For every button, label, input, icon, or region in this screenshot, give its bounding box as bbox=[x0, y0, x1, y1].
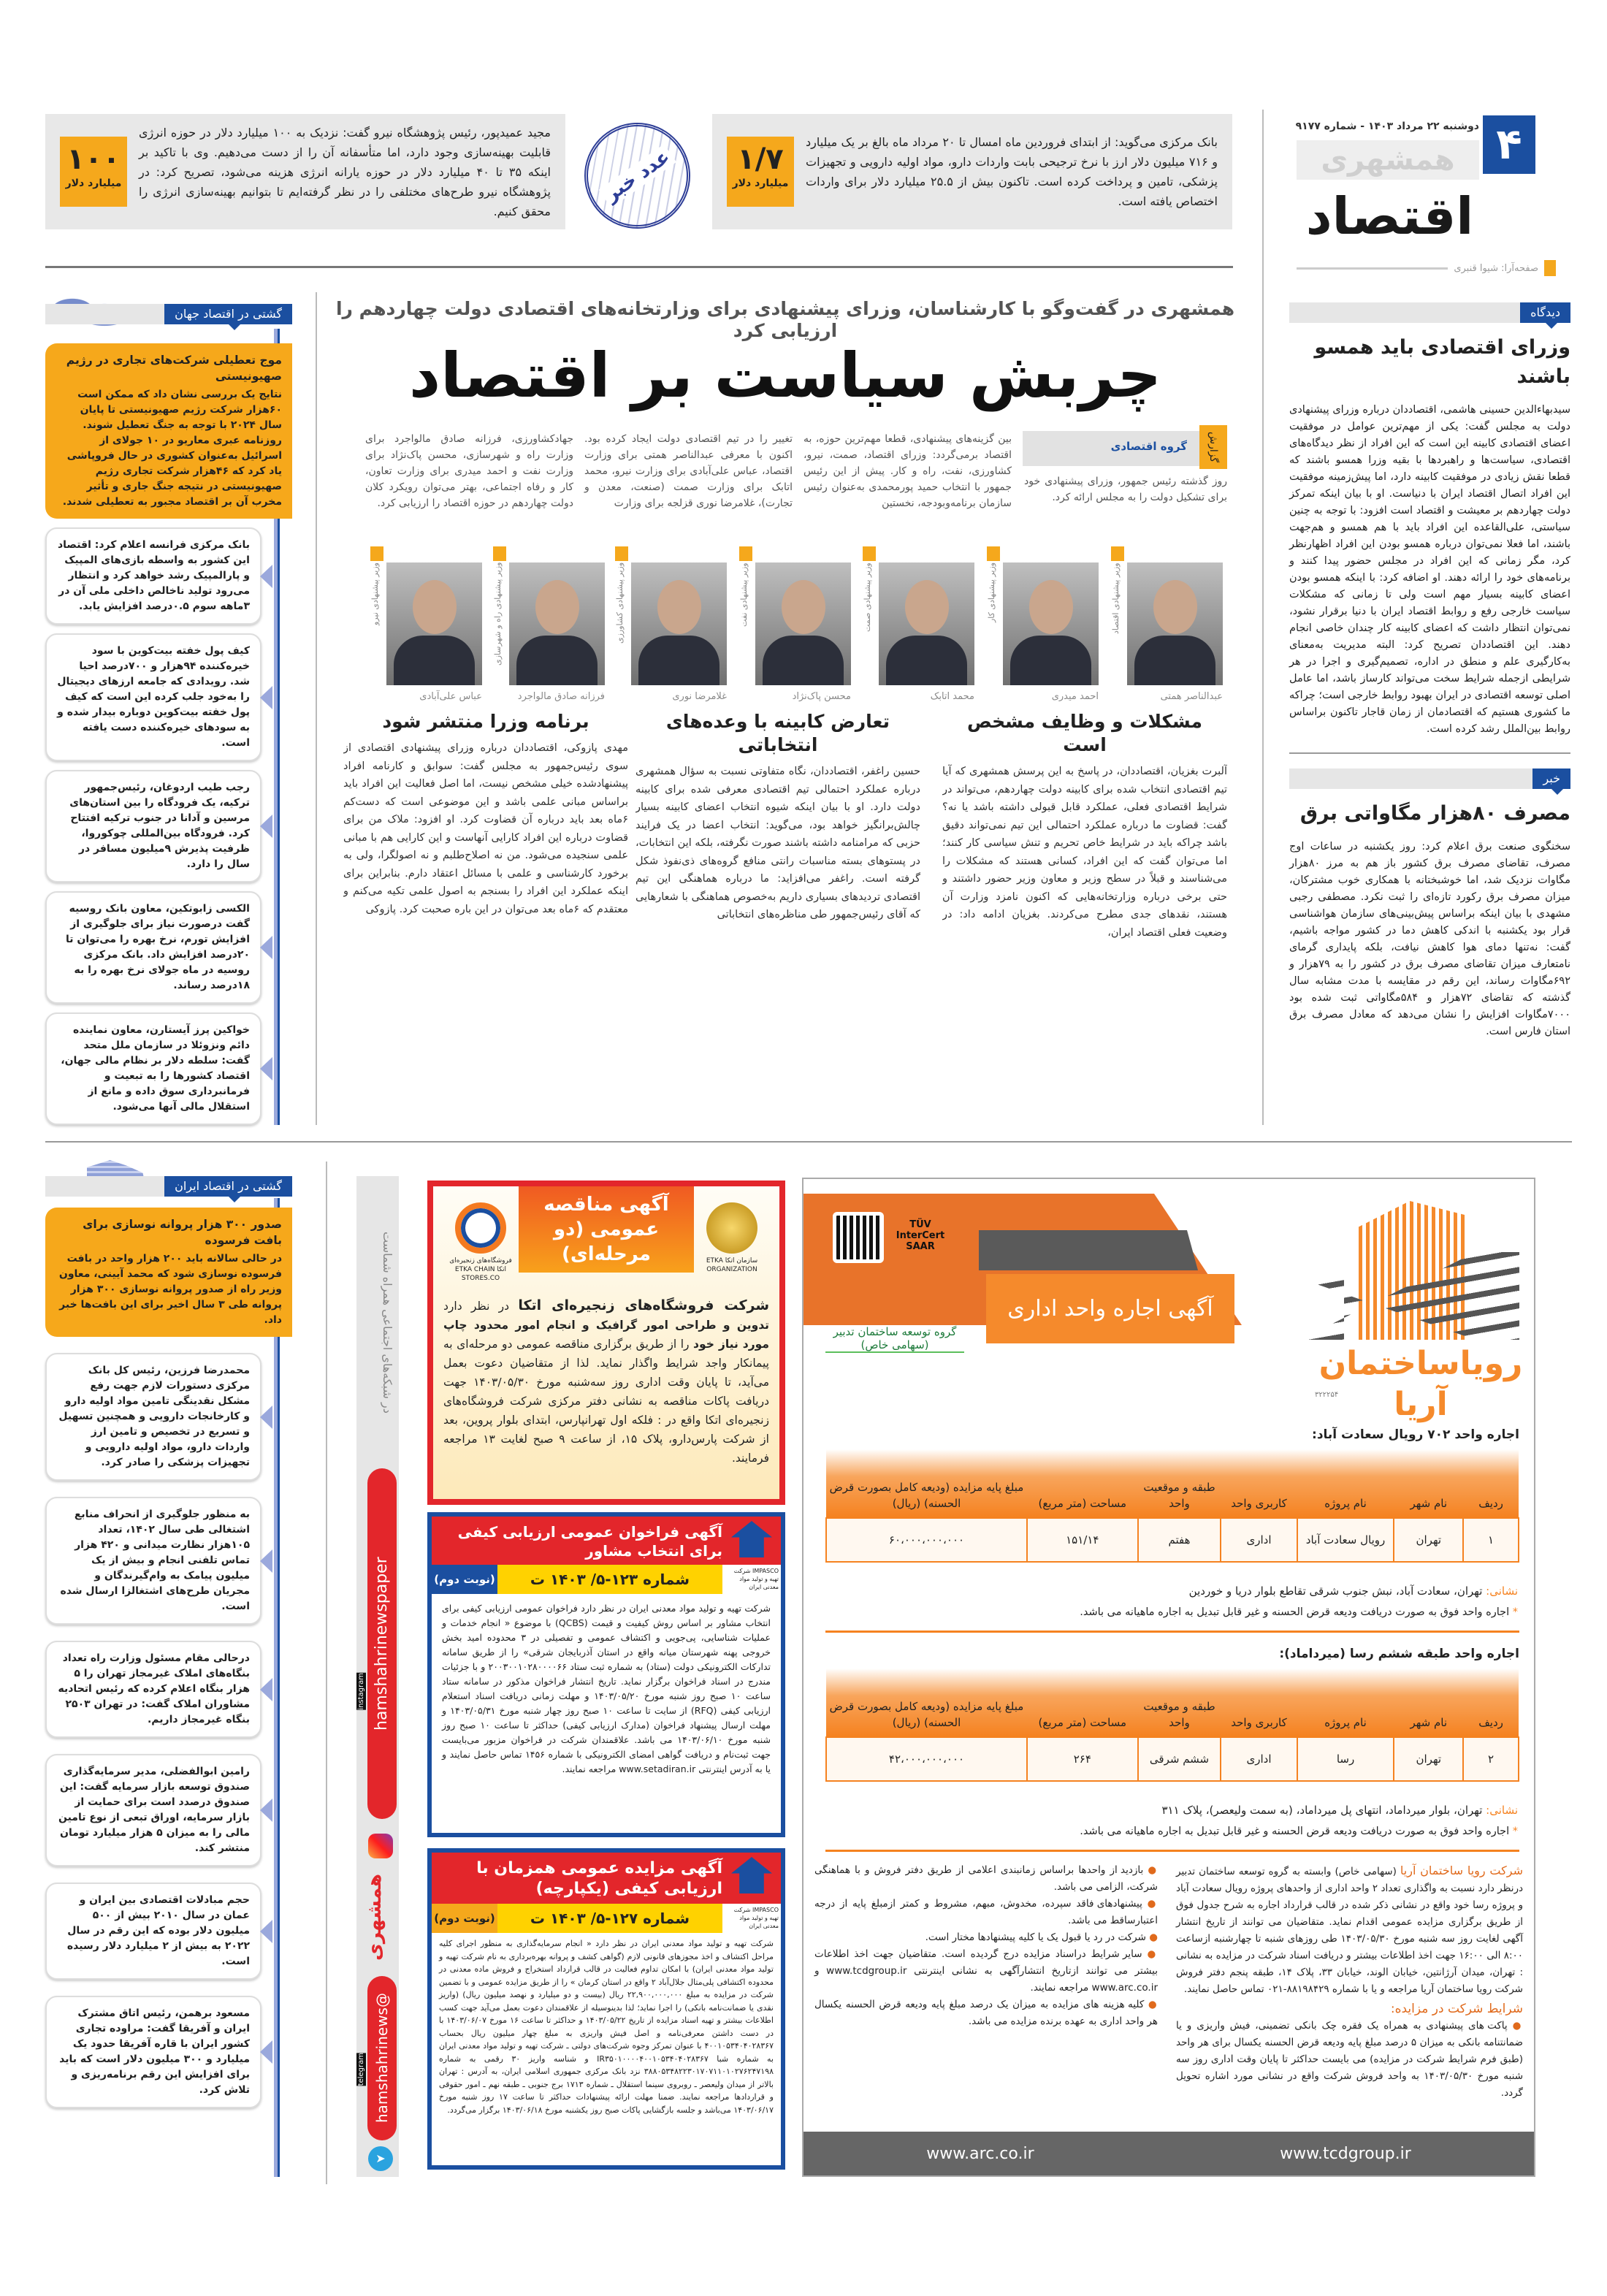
bullet-icon: ● bbox=[1144, 1999, 1158, 2010]
suit bbox=[394, 636, 475, 685]
lead-title: موج تعطیلی شرکت‌های تجاری در رژیم صهیونیستی bbox=[66, 354, 282, 383]
face bbox=[657, 580, 701, 634]
pointer-arrow-icon bbox=[260, 1406, 272, 1429]
right-column bbox=[1289, 302, 1570, 1040]
news-brief-card bbox=[45, 633, 262, 761]
intro-col: جهادکشاورزی، فرزانه صادق مالواجرد برای وزارت راه و شهرسازی، محسن پاک‌نژاد برای وزارت نفت و احمد میدری برای وزارت تعاون، کار و رفاه اجتماعی، بهتر می‌توان رویکرد کلان دولت چهاردهم در حوزه اقتصاد را ارزیابی کرد. bbox=[365, 433, 573, 509]
ad-body bbox=[433, 1293, 779, 1475]
issue-date: دوشنبه ۲۲ مرداد ۱۴۰۳ - شماره ۹۱۷۷ bbox=[1295, 121, 1479, 132]
accent-tab bbox=[987, 546, 1000, 561]
view-header bbox=[1289, 302, 1570, 323]
table-cell: رویال سعادت آباد bbox=[1297, 1518, 1394, 1562]
ad-number-bar bbox=[432, 1565, 781, 1594]
condition-text: پیشنهادهای فاقد سپرده، مخدوش، مبهم، مشروط و کمتر ازمبلغ پایه از درجه اعتبارساقط می باشد. bbox=[814, 1898, 1158, 1926]
condition-item bbox=[814, 1862, 1158, 1896]
ad-body-left bbox=[814, 1862, 1158, 2030]
minister-name: عبدالناصر همتی bbox=[1160, 691, 1223, 702]
column-header: مبلغ پایه مزایده (ودیعه کامل بصورت قرض الحسنه) (ریال) bbox=[826, 1668, 1027, 1737]
section-label: گشتی در اقتصاد ایران bbox=[164, 1176, 292, 1197]
table-cell: رسا bbox=[1297, 1737, 1394, 1781]
etka-tender-ad bbox=[427, 1181, 785, 1505]
ad-title: آگهی مزایده عمومی همزمان با ارزیابی کیفی (یکپارچه) bbox=[432, 1853, 781, 1904]
minister-photo bbox=[755, 562, 851, 685]
news-brief: کیف پول خفته بیت‌کوین با سود خیره‌کننده ۹۴هزار و ۷۰۰درصد احیا شد. رویدادی که جامعه ارزهای دیجیتال را به‌خود جلب کرده این است که کیف پول خفته بیت‌کوین دوباره بیدار شده و به سودهای خیره‌کننده دست یافته است. bbox=[57, 645, 250, 749]
news-brief-card bbox=[45, 1641, 262, 1738]
social-caption: در شبکه‌های اجتماعی همراه شماست bbox=[381, 1231, 394, 1414]
stat-number: ۱/۷ bbox=[737, 142, 784, 176]
pointer-arrow-icon bbox=[260, 815, 272, 838]
minister-photo bbox=[509, 562, 605, 685]
article-title: مشکلات و وظایف مشخص است bbox=[967, 711, 1202, 755]
brand-name: رویاساختمان آریا bbox=[1318, 1345, 1523, 1423]
condition-item bbox=[1176, 2018, 1523, 2102]
ad-number-bar bbox=[432, 1904, 781, 1933]
table-cell: ۱۵۱/۱۴ bbox=[1027, 1518, 1138, 1562]
stat-box-energy bbox=[45, 114, 565, 229]
stat-figure bbox=[727, 137, 794, 207]
minister-photo bbox=[631, 562, 727, 685]
ad-body: شرکت تهیه و تولید مواد معدنی ایران در نظر دارد « انجام سرمایه‌گذاری به منظور اجرای کلیه مراحل اکتشاف و اخذ مجوزهای قانونی لازم (گواهی کشف و پروانه بهره‌برداری به نام شرکت تهیه و تولید مواد معدنی ایران) با امکان تداوم فعالیت در قالب قرارداد استخراج و فروش ماده معدنی در محدوده اکتشافی پلی‌متال جلال‌آباد ۲ واقع در استان کرمان » را از طریق مزایده عمومی و با تضمین شرکت در مزایده به مبلغ ۲۲,۹۰۰,۰۰۰,۰۰۰ ریال (بیست و دو میلیارد و نهصد میلیون ریال) (واریز نقدی یا ضمانت‌نامه بانکی) را اجرا نماید؛ لذا بدینوسیله از علاقمندان دعوت بعمل می‌آید جهت کسب اطلاعات بیشتر و تهیه اسناد مزایده از تاریخ ۱۴۰۳/۰۵/۲۲ و حداکثر تا ساعت ۱۶ مورخ ۱۴۰۳/۰۶/۰۷ با در دست داشتن معرفی‌نامه و اصل فیش واریزی به مبلغ چهار میلیون ریال بحساب ۴۰۰۱۰۵۳۴۰۴۰۲۸۳۶۷ با عنوان تمرکز وجوه شرکت‌های دولتی ـ شرکت تهیه و تولید مواد معدنی ایران به شماره شبا IR۳۵۰۱۰۰۰۰۴۰۰۱۰۵۳۴۰۴۰۲۸۳۶۷ و شناسه واریز ۳۰ رقمی به شماره ۳۸۸۰۵۳۴۸۲۲۳۰۱۷۰۷۱۱۰۱۰۲۷۶۲۴۷۱۹۸ نزد بانک مرکزی جمهوری اسلامی ایران، به آدرس : تهران بالاتر از میدان ولیعصر ـ روبروی سینما استقلال ـ شماره ۱۷۱۳ برج جنوبی ـ طبقه نهم ـ امور حقوقی و قراردادها مراجعه نمایند. ضمنا مهلت ارائه پیشنهادات حداکثر تا ساعت ۱۷ روز شنبه مورخ ۱۴۰۳/۰۶/۱۷ می‌باشد و جلسه بازگشایی پاکات صبح روز یکشنبه مورخ ۱۴۰۳/۰۶/۱۸ برگزار می‌گردد. bbox=[439, 1939, 774, 2115]
report-tag bbox=[1023, 431, 1227, 466]
news-title: مصرف ۸۰هزار مگاواتی برق bbox=[1299, 802, 1570, 825]
column-header: مساحت (متر مربع) bbox=[1027, 1449, 1138, 1518]
minister-name: فرزانه صادق مالواجرد bbox=[517, 691, 605, 702]
accent-tab bbox=[1111, 546, 1124, 561]
ad-subject: تدوین و طراحی امور گرافیک و انجام امور محدود چاپ مورد نیاز خود bbox=[443, 1319, 769, 1351]
pointer-arrow-icon bbox=[260, 565, 272, 588]
condition-text: پاکت های پیشنهادی به همراه یک فقره چک بانکی تضمینی، فیش واریزی و یا ضمانتنامه بانکی به میزان ۵ درصد مبلغ پایه ودیعه قرض الحسنه یکسال برای هر واحد (طبق فرم شرایط شرکت در مزایده) می بایست حداکثر تا پایان وقت اداری روز سه شنبه مورخ ۱۴۰۳/۰۵/۳۰ به واحد فروش شرکت واقع در نشانی مورد اشاره تحویل گردد. bbox=[1176, 2020, 1524, 2099]
logo-caption: سازمان اتکا ETKA ORGANIZATION bbox=[706, 1257, 758, 1273]
telegram-label: telegram bbox=[357, 2053, 365, 2086]
unit-address bbox=[1161, 1804, 1518, 1817]
table-cell: اداری bbox=[1221, 1737, 1297, 1781]
condition-text: شرکت در رد یا قبول یک یا کلیه پیشنهادها مختار است. bbox=[925, 1931, 1146, 1943]
column-header: نام شهر bbox=[1394, 1668, 1463, 1737]
roya-rental-ad bbox=[802, 1178, 1535, 2177]
accent-tab bbox=[370, 546, 383, 561]
brand-code: ۳۲۲۲۵۴ bbox=[1315, 1391, 1339, 1399]
designer-name: صفحه‌آرا: شیوا قنبری bbox=[1454, 262, 1538, 274]
news-brief-card bbox=[45, 1353, 262, 1481]
ad-title: آگهی فراخوان عمومی ارزیابی کیفی برای انتخاب مشاور bbox=[432, 1517, 781, 1565]
bullet-icon: ● bbox=[1145, 1931, 1158, 1943]
table-cell: اداری bbox=[1221, 1518, 1297, 1562]
designer-credit bbox=[1297, 260, 1556, 276]
bullet-icon: ● bbox=[1142, 1948, 1158, 1960]
qr-code[interactable] bbox=[833, 1212, 884, 1263]
page-number: ۴ bbox=[1483, 115, 1535, 174]
world-lead-item bbox=[45, 343, 292, 519]
face bbox=[905, 580, 949, 634]
news-brief-card bbox=[45, 1883, 262, 1980]
news-brief: محمدرضا فرزین، رئیس کل بانک مرکزی دستورات لازم جهت رفع مشکل نقدینگی تامین مواد اولیه دارو و کارخانجات دارویی و همچنین تسهیل و تسریع در تخصیص و تامین ارز واردات دارو، مواد اولیه دارویی و تجهیزات پزشکی را صادر کرد. bbox=[58, 1365, 250, 1468]
news-brief-card bbox=[45, 1754, 262, 1866]
minister-role: وزیر پیشنهادی نفت bbox=[739, 562, 749, 627]
column-header: طبقه و موقعیت واحد bbox=[1138, 1449, 1221, 1518]
ad-footer bbox=[804, 2132, 1534, 2175]
accent-tab bbox=[493, 546, 506, 561]
minister-role: وزیر پیشنهادی کار bbox=[987, 562, 996, 623]
conditions-title: شرایط شرکت در مزایده: bbox=[1390, 2002, 1523, 2016]
table-header-row bbox=[826, 1449, 1519, 1518]
pointer-arrow-icon bbox=[260, 1549, 272, 1573]
accent-bar bbox=[1544, 260, 1556, 276]
iran-economy-header bbox=[45, 1176, 292, 1197]
pointer-arrow-icon bbox=[260, 1057, 272, 1080]
table-cell: ۴۲،۰۰۰،۰۰۰،۰۰۰ bbox=[826, 1737, 1027, 1781]
logo-caption: IMPASCO شرکت تهیه و تولید مواد معدنی ایران bbox=[722, 1904, 781, 1933]
bullet-icon: ● bbox=[1143, 1864, 1158, 1876]
company-name: شرکت رویا ساختمان آریا bbox=[1400, 1864, 1523, 1877]
section-label: گشتی در اقتصاد جهان bbox=[164, 304, 292, 324]
column-header: ردیف bbox=[1463, 1449, 1519, 1518]
minister-photo bbox=[1003, 562, 1099, 685]
pointer-arrow-icon bbox=[260, 936, 272, 959]
brand-logo: همشهری bbox=[364, 1874, 386, 1961]
minister-name: غلامرضا نوری bbox=[672, 691, 727, 702]
accent-tab bbox=[615, 546, 628, 561]
byline: گروه اقتصادی bbox=[1110, 440, 1187, 453]
news-header bbox=[1289, 768, 1570, 789]
table-row bbox=[826, 1737, 1519, 1781]
condition-item bbox=[814, 1946, 1158, 1996]
stat-number: ۱۰۰ bbox=[66, 142, 121, 176]
etka-stores-logo bbox=[455, 1202, 506, 1254]
story-headline: چربش سیاست بر اقتصاد bbox=[408, 340, 1162, 411]
divider bbox=[1262, 110, 1264, 1125]
minister-role: وزیر پیشنهادی راه و شهرسازی bbox=[493, 562, 503, 666]
article bbox=[942, 710, 1227, 1121]
condition-item bbox=[814, 1996, 1158, 2030]
impasco-auction-ad bbox=[427, 1848, 785, 2170]
website-link[interactable]: www.arc.co.ir bbox=[926, 2144, 1034, 2163]
news-brief: درحالی مقام مسئول وزارت راه تعداد بنگاه‌های املاک غیرمجاز تهران را ۵ هزار بنگاه اعلام کرده که رئیس اتحادیه مشاوران املاک گفت: در تهران ۲۵۰۳ بنگاه غیرمجاز داریم. bbox=[58, 1652, 250, 1725]
minister-role: وزیر پیشنهادی صمت bbox=[863, 562, 872, 632]
iran-news-list bbox=[45, 1208, 292, 2108]
column-header: مساحت (متر مربع) bbox=[1027, 1668, 1138, 1737]
divider bbox=[825, 1631, 1519, 1633]
lead-text: نتایج یک بررسی نشان داد که ممکن است ۶۰هزار شرکت رژیم صهیونیستی تا پایان سال ۲۰۲۴ با توجه به جنگ تعطیل شوند. روزنامه عبری معاریو در ۱۰ جولای از اسرائیل به‌عنوان کشوری در حال فروپاشی یاد کرد که ۴۶هزار شرکت تجاری رژیم صهیونیستی در نتیجه جنگ جاری و تأثیر مخرب آن بر اقتصاد مجبور به تعطیلی شدند. bbox=[62, 389, 282, 508]
pointer-arrow-icon bbox=[260, 2040, 272, 2064]
table-cell: ۱ bbox=[1463, 1518, 1519, 1562]
news-body: سخنگوی صنعت برق اعلام کرد: روز یکشنبه در ساعات اوج مصرف، تقاضای مصرف برق کشور باز هم به مرز ۸۰هزار مگاوات نزدیک شد، اما خوشبختانه با همکاری خوب مشترکان، میزان مصرف برق رکورد تازه‌ای را ثبت نکرد. مصطفی رجبی مشهدی با بیان اینکه براساس پیش‌بینی‌های سازمان هواشناسی قرار بود یکشنبه با اندکی کاهش دما در کشور مواجه باشیم، گفت: نه‌تنها دمای هوا کاهش نیافت، بلکه پایداری گرمای نامتعارف میزان تقاضای مصرف برق در کشور را به ۷۹هزار و ۶۹۲مگاوات رساند، این رقم در مقایسه با مدت مشابه سال گذشته که تقاضای ۷۲هزار و ۵۸۴مگاواتی ثبت شده بود ۷۰۰۰مگاوات افزایش را نشان می‌دهد که معادل مصرف برق استان فارس است. bbox=[1289, 841, 1570, 1037]
minister-role: وزیر پیشنهادی نیرو bbox=[370, 562, 380, 625]
column-header: ردیف bbox=[1463, 1668, 1519, 1737]
suit bbox=[1010, 636, 1091, 685]
stat-unit: میلیارد دلار bbox=[65, 178, 122, 189]
news-brief-card bbox=[45, 1497, 262, 1625]
divider bbox=[1297, 267, 1448, 270]
instagram-text: hamshahrinewspaper bbox=[373, 1557, 391, 1731]
section-title: اقتصاد bbox=[1305, 186, 1474, 246]
ad-text: را از طریق برگزاری مناقصه عمومی دو مرحله‌ای به پیمانکار واجد شرایط واگذار نماید. لذا از متقاضیان دعوت بعمل می‌آید، تا پایان وقت اداری روز سه‌شنبه مورخ ۱۴۰۳/۰۵/۳۰ جهت دریافت پاکات مناقصه به نشانی دفتر مرکزی شرکت فروشگاه‌های زنجیره‌ای اتکا واقع در : فلکه اول تهرانپارس، ابتدای بلوار پروین، بعد از شرکت پارس‌دارو، پلاک ۱۵، از ساعت ۹ صبح لغایت ۱۳ مراجعه فرمایند. bbox=[443, 1338, 770, 1465]
news-brief-card bbox=[45, 527, 262, 625]
accent-tab bbox=[863, 546, 876, 561]
logo-caption: IMPASCO شرکت تهیه و تولید مواد معدنی ایران bbox=[722, 1565, 781, 1594]
minister-photo bbox=[879, 562, 974, 685]
condition-text: کلیه هزینه های مزایده به میزان یک درصد مبلغ پایه ودیعه قرض الحسنه یکسال هر واحد اداری به عهده برنده مزایده می باشد. bbox=[814, 1999, 1158, 2027]
intro-col: روز گذشته رئیس جمهور، وزرای پیشنهادی خود برای تشکیل دولت را به مجلس ارائه کرد. bbox=[1024, 476, 1227, 503]
suit bbox=[886, 636, 967, 685]
news-brief: بانک مرکزی فرانسه اعلام کرد: اقتصاد این کشور به واسطه بازی‌های المپیک و پارالمپیک رشد خواهد کرد و انتظار می‌رود تولید ناخالص داخلی ملی آن در ۳ماهه سوم ۰.۵درصد افزایش یابد. bbox=[57, 539, 250, 612]
minister-name: عباس علی‌آبادی bbox=[419, 691, 482, 702]
table-cell: تهران bbox=[1394, 1737, 1463, 1781]
face bbox=[1029, 580, 1073, 634]
table-cell: ۶۰،۰۰۰،۰۰۰،۰۰۰ bbox=[826, 1518, 1027, 1562]
face bbox=[1153, 580, 1197, 634]
minister-name: احمد میدری bbox=[1051, 691, 1099, 702]
lead-text: در حالی سالانه باید ۲۰۰ هزار واحد در بافت فرسوده نوسازی شود که محمد آیینی، معاون وزیر راه از صدور پروانه نوسازی ۳۰۰ هزار پروانه طی ۳ سال اخیر برای این بافت‌ها خبر داد. bbox=[58, 1253, 282, 1326]
minister-photo bbox=[1127, 562, 1223, 685]
news-brief: الکسی زابوتکین، معاون بانک روسیه گفت درصورت نیاز برای جلوگیری از افزایش تورم، نرخ بهره را می‌توان تا ۲۰درصد افزایش داد. بانک مرکزی روسیه در ماه جولای نرخ بهره را به ۱۸درصد رساند. bbox=[66, 903, 250, 991]
suit bbox=[763, 636, 844, 685]
report-label: گزارش bbox=[1199, 425, 1227, 469]
view-title: وزرای اقتصادی باید همسو باشند bbox=[1314, 336, 1570, 388]
logo-caption: فروشگاه‌های زنجیره‌ای اتکا ETKA CHAIN STORES.CO bbox=[449, 1257, 512, 1282]
ad-number: شماره ۱۲۳-۵/ ۱۴۰۳ ت bbox=[497, 1565, 722, 1594]
address-text: تهران، بلوار میرداماد، انتهای پل میرداماد، (به سمت ولیعصر)، پلاک ۳۱۱ bbox=[1161, 1804, 1486, 1817]
ad-text: (سهامی خاص) وابسته به گروه توسعه ساختمان تدبیر درنظر دارد نسبت به واگذاری تعداد ۲ واحد اداری از واحدهای پروژه رویال سعادت آباد و پروژه رسا خود واقع در نشانی ذکر شده در قالب قرارداد اجاره به شرح جدول فوق از طریق برگزاری مزایده عمومی اقدام نماید. متقاضیان می توانند از تاریخ انتشار آگهی لغایت روز سه شنبه مورخ ۱۴۰۳/۰۵/۳۰ طی روزهای شنبه تا چهارشنبه ازساعت ۸:۰۰ الی ۱۶:۰۰ جهت اخذ اطلاعات بیشتر و دریافت اسناد شرکت در مزایده به نشانی : تهران، میدان آرژانتین، خیابان الوند، خیابان ۳۳، پلاک ۱۴، طبقه پنجم دفتر فروش شرکت رویا ساختمان آریا مراجعه و یا با شماره ۸۸۱۹۸۴۲۹-۰۲۱ تماس حاصل نمایند. bbox=[1176, 1866, 1524, 1995]
article bbox=[635, 710, 920, 1121]
address-label: نشانی: bbox=[1486, 1584, 1518, 1598]
suit bbox=[1134, 636, 1215, 685]
paper-logo: همشهری bbox=[1297, 140, 1479, 180]
ad-text: در نظر دارد bbox=[443, 1300, 519, 1313]
pointer-arrow-icon bbox=[260, 686, 272, 709]
address-label: نشانی: bbox=[1486, 1804, 1518, 1817]
intro-col: تغییر را در تیم اقتصادی دولت ایجاد کرده بود. اکنون با معرفی عبدالناصر همتی برای وزارت اقتصاد، عباس علی‌آبادی برای وزارت نیرو، محمد اتابک برای وزارت صمت (صنعت، معدن و تجارت)، غلامرضا نوری قزلجه برای وزارت bbox=[584, 433, 793, 509]
unit-note: * اجاره واحد فوق به صورت دریافت ودیعه قرض الحسنه و غیر قابل تبدیل به اجاره ماهیانه می باشد. bbox=[1080, 1826, 1518, 1837]
news-number-stamp bbox=[564, 102, 711, 250]
divider bbox=[326, 1162, 327, 2184]
world-economy-header bbox=[45, 304, 292, 324]
article-body: حسین راغفر، اقتصاددان، نگاه متفاوتی نسبت به سؤال همشهری درباره عملکرد احتمالی تیم اقتصادی معرفی شده برای کابینه دولت دارد. او با بیان اینکه شیوه انتخاب اعضای کابینه بسیار چالش‌برانگیز خواهد بود، می‌گوید: انتخاب اعضا در یک فرایند حزبی که مرامنامه داشته باشند صورت نگرفته، بلکه این انتخابات، در پستوهای بسته مناسبات رانتی منافع گروه‌های ذی‌نفوذ شکل گرفته است. راغفر می‌افزاید: ما درباره هماهنگی این تیم اقتصادی تردیدهای بسیاری داریم به‌خصوص هماهنگی با شعارهایی که آقای رئیس‌جمهور طی مناظره‌های انتخاباتی bbox=[635, 766, 920, 920]
ad-banner-title: آگهی اجاره واحد اداری bbox=[986, 1274, 1234, 1343]
article-title: تعارض کابینه با وعده‌های انتخاباتی bbox=[665, 711, 890, 755]
telegram-text: @hamshahrinews bbox=[373, 1993, 391, 2124]
stamp-label: عدد خبر bbox=[598, 144, 676, 207]
instagram-handle[interactable] bbox=[367, 1468, 397, 1819]
column-header: نام پروژه bbox=[1297, 1449, 1394, 1518]
column-header: کاربری واحد bbox=[1221, 1449, 1297, 1518]
article-body: مهدی پازوکی، اقتصاددان درباره وزرای پیشنهادی اقتصادی از سوی رئیس‌جمهور به مجلس گفت: سوابق و کارنامه افراد پیشنهادشده خیلی مشخص نیست، اما اصل فعالیت این افراد باید براساس مبانی علمی باشد و این موضوعی است که دست‌کم ۶ماه بعد باید درباره آن قضاوت کرد. او افزود: ملاک من برای قضاوت درباره این افراد کارایی آنهاست و این کارایی هم با مبانی علمی سنجیده می‌شود. من نه اصلاح‌طلبم و نه اصولگرا، ولی به برخورد کارشناسی و علمی با مسائل اعتقاد دارم. بنابراین برای اینکه عملکرد این افراد را بسنجم به اصول علمی تکیه می‌کنم و معتقدم که ۶ماه بعد می‌توان در این باره صحبت کرد. پازوکی bbox=[343, 742, 628, 915]
social-strip bbox=[356, 1176, 399, 2177]
news-brief-card bbox=[45, 1012, 262, 1125]
stat-figure bbox=[60, 137, 127, 207]
ad-round: (نوبت دوم) bbox=[432, 1904, 497, 1933]
table-cell: ۲ bbox=[1463, 1737, 1519, 1781]
story-header bbox=[329, 298, 1242, 409]
column-header: نام پروژه bbox=[1297, 1668, 1394, 1737]
divider bbox=[45, 266, 1233, 268]
unit-title: اجاره واحد طبقه ششم رسا (میرداماد): bbox=[1279, 1647, 1519, 1661]
stat-unit: میلیارد دلار bbox=[732, 178, 789, 189]
view-body: سیدبهاءالدین حسینی هاشمی، اقتصاددان درباره وزرای پیشنهادی دولت به مجلس گفت: یکی از مهم‌ترین عوامل در موفقیت اعضای اقتصادی کابینه این است که این افراد از نظر دیدگاه‌های اقتصادی، سیاست‌ها و راهبردها با بقیه وزرا همسو باشند که قطعا نقش زیادی در موفقیت کابینه دارد، اما پیش‌زمینه موفقیت این افراد اتصال اقتصاد ایران با دنیاست. او با بیان اینکه تمرکز دولت چهاردهم بر معیشت و اقتصاد است افزود: با توجه به چنین سیاستی، علی‌القاعده این افراد باید با هم همسو و هم‌جهت باشند، اما فعلا نمی‌توان درباره همسو بودن این افراد اظهارنظر کرد، مگر زمانی که این افراد در مجلس حضور پیدا کنند و برنامه‌های خود را ارائه دهند. او اضافه کرد: با اینکه همسو بودن اعضای کابینه بسیار مهم است ولی تا زمانی که مشکلات سیاست خارجی رفع و روابط اقتصاد ایران با دنیا برقرار نشود، نمی‌توان انتظار داشت که اعضای کابینه کار چندان خاصی انجام دهند. این اقتصاددان تصریح کرد: البته مدیریت به‌معنای به‌کارگیری علم و منطق در اداره، تصمیم‌گیری و اجرا در هر شرایطی ازجمله شرایط سخت می‌تواند کارساز باشد، اما عامل اصلی توسعه اقتصادی در ایران بهبود روابط خارجی است؛ چراکه ما کشوری هستیم که اقتصادمان از زمان قاجار تاکنون براساس روابط بین‌الملل رشد کرده است. bbox=[1289, 404, 1570, 735]
column-header: مبلغ پایه مزایده (ودیعه کامل بصورت قرض الحسنه) (ریال) bbox=[826, 1449, 1027, 1518]
unit-table bbox=[825, 1668, 1519, 1782]
world-news-list bbox=[45, 343, 292, 1125]
news-brief: مسعود برهمن، رئیس اتاق مشترک ایران و آفریقا گفت: مراوده تجاری کشور ایران با قاره آفریقا حدود یک میلیارد و ۳۰۰ میلیون دلار است که باید برای افزایش این رقم برنامه‌ریزی و تلاش کرد. bbox=[59, 2007, 250, 2096]
news-brief: حجم مبادلات اقتصادی بین ایران و عمان در سال ۲۰۱۰ بیش از ۵۰۰ میلیون دلار بوده که این رقم در سال ۲۰۲۲ به بیش از ۲ میلیارد دلار رسیده است. bbox=[66, 1894, 250, 1967]
table-cell: تهران bbox=[1394, 1518, 1463, 1562]
face bbox=[782, 580, 825, 634]
unit-note: * اجاره واحد فوق به صورت دریافت ودیعه قرض الحسنه و غیر قابل تبدیل به اجاره ماهیانه می باشد. bbox=[1080, 1606, 1518, 1618]
minister-photo bbox=[386, 562, 482, 685]
table-cell: هفتم bbox=[1138, 1518, 1221, 1562]
ad-body-right bbox=[1176, 1862, 1523, 2102]
pointer-arrow-icon bbox=[260, 1678, 272, 1701]
news-brief-card bbox=[45, 891, 262, 1004]
stat-text: بانک مرکزی می‌گوید: از ابتدای فروردین ماه امسال تا ۲۰ مرداد ماه بالغ بر یک میلیارد و ۷۱۶ میلیون دلار ارز با نرخ ترجیحی بابت واردات دارو، مواد اولیه دارویی و تجهیزات پزشکی، تامین و پرداخت کرده است. تاکنون بیش از ۲۵.۵ میلیارد دلار برای واردات اختصاص یافته است. bbox=[806, 135, 1218, 208]
news-brief: رجب طیب اردوغان، رئیس‌جمهور ترکیه، یک فرودگاه را بین استان‌های مرسین و آدانا در جنوب ترکیه افتتاح کرد. فرودگاه بین‌المللی چوکوروا، ظرفیت پذیرش ۹میلیون مسافر در سال را دارد. bbox=[69, 782, 250, 870]
website-link[interactable]: www.tcdgroup.ir bbox=[1280, 2144, 1411, 2163]
condition-text: بازدید از واحدها براساس زمانبندی اعلامی از طریق دفتر فروش و با هماهنگی شرکت، الزامی می باشد. bbox=[814, 1864, 1158, 1893]
lead-title: صدور ۳۰۰ هزار پروانه نوسازی برای بافت فرسوده bbox=[83, 1218, 282, 1247]
divider bbox=[45, 1141, 1572, 1143]
article-body: آلبرت بغزیان، اقتصاددان، در پاسخ به این پرسش همشهری که آیا تیم اقتصادی انتخاب شده برای کابینه دولت چهاردهم، می‌تواند در شرایط اقتصادی فعلی، عملکرد قابل قبولی داشته باشد یا نه؟ گفت: قضاوت ما درباره عملکرد احتمالی این تیم نمی‌تواند دقیق باشد چراکه باید در شرایط خاص تحریم و تنش سیاسی کار کنند؛ اما می‌توان گفت که این افراد، کسانی هستند که مشکلات را می‌شناسند و قبلاً در سطح وزیر و معاون وزیر حضور داشتند و حتی برخی درباره وزارتخانه‌هایی که اکنون نامزد وزارت آن هستند، نقدهای جدی مطرح می‌کردند. بغزیان ادامه داد: در وضعیت فعلی اقتصاد ایران، bbox=[942, 766, 1227, 939]
condition-item bbox=[814, 1896, 1158, 1929]
article bbox=[343, 710, 628, 1121]
instagram-icon[interactable] bbox=[368, 1834, 393, 1858]
column-header: طبقه و موقعیت واحد bbox=[1138, 1668, 1221, 1737]
minister-role: وزیر پیشنهادی کشاورزی bbox=[615, 562, 625, 644]
ad-banner-stripe bbox=[979, 1230, 1198, 1270]
table-cell: ۲۶۴ bbox=[1027, 1737, 1138, 1781]
iran-lead-item bbox=[45, 1208, 292, 1337]
pointer-arrow-icon bbox=[260, 1799, 272, 1822]
story-kicker: همشهری در گفت‌وگو با کارشناسان، وزرای پیشنهادی برای وزارتخانه‌های اقتصادی دولت چهاردهم را ارزیابی کرد bbox=[335, 298, 1235, 341]
bullet-icon: ● bbox=[1507, 2020, 1523, 2032]
divider bbox=[1289, 752, 1570, 754]
face bbox=[413, 580, 457, 634]
suit bbox=[516, 636, 598, 685]
divider bbox=[316, 292, 317, 1125]
condition-item bbox=[814, 1929, 1158, 1946]
ad-title: آگهی مناقصه عمومی (دو مرحله‌ای) bbox=[519, 1186, 694, 1273]
section-label: دیدگاه bbox=[1520, 302, 1570, 323]
tadbir-group-logo: گروه توسعه ساختمان تدبیر (سهامی خاص) bbox=[825, 1325, 964, 1353]
unit-address bbox=[1189, 1584, 1518, 1598]
tuv-cert-logo: TÜV InterCert SAAR bbox=[896, 1219, 945, 1252]
telegram-icon[interactable]: ➤ bbox=[368, 2146, 393, 2171]
table-row bbox=[826, 1518, 1519, 1562]
section-label: خبر bbox=[1532, 768, 1570, 789]
table-cell: ششم شرقی bbox=[1138, 1737, 1221, 1781]
ad-round: (نوبت دوم) bbox=[432, 1565, 497, 1594]
ad-body: شرکت تهیه و تولید مواد معدنی ایران در نظر دارد فراخوان عمومی ارزیابی کیفی برای انتخاب مشاور بر اساس روش کیفیت و قیمت (QCBS) با موضوع « انجام خدمات و عملیات شناسایی، پی‌جویی و اکتشاف عمومی و تفصیلی در ۳ محدوده امید بخش خروجی پهنه شهرستان میانه واقع در استان آذربایجان شرقی» را از طریق سامانه تدارکات الکترونیکی دولت (ستاد) به شماره ثبت ستاد ۲۰۰۳۰۰۱۰۲۸۰۰۰۰۶۶ و با جزئیات مندرج در اسناد فراخوان برگزار نماید. تاریخ انتشار فراخوان مذکور در سامانه ستاد ساعت ۱۰ صبح روز شنبه مورخ ۱۴۰۳/۰۵/۲۰ و مهلت زمانی دریافت اسناد استعلام ارزیابی کیفی (RFQ) از سایت تا ساعت ۱۰ صبح روز چهار شنبه مورخ ۱۴۰۳/۰۵/۳۱ و مهلت ارسال پیشنهاد فراخوان (مدارک ارزیابی کیفی) حداکثر تا ساعت ۱۰ صبح روز شنبه مورخ ۱۴۰۳/۰۶/۱۰ می باشد. علاقمندان شرکت در فراخوان مزبور می‌بایست جهت ثبت‌نام و دریافت گواهی امضای الکترونیکی با شماره ۱۴۵۶ تماس حاصل نمایند و یا به آدرس اینترنتی www.setadiran.ir مراجعه نمایند. bbox=[442, 1603, 771, 1774]
suit bbox=[638, 636, 719, 685]
column-header: نام شهر bbox=[1394, 1449, 1463, 1518]
bullet-icon: ● bbox=[1142, 1898, 1158, 1910]
news-brief: خواکین پرز آیستارن، معاون نماینده دائم ونزوئلا در سازمان ملل متحد گفت: سلطه دلار بر نظام مالی جهان، اقتصاد کشورها را به تبعیت و فرمانبرداری سوق داده و مانع از استقلال مالی آنها می‌شود. bbox=[61, 1024, 250, 1113]
table-header-row bbox=[826, 1668, 1519, 1737]
pointer-arrow-icon bbox=[260, 1920, 272, 1943]
condition-text: سایر شرایط دراسناد مزایده درج گردیده است. متقاضیان جهت اخذ اطلاعات بیشتر می توانند ازتاریخ انتشارآگهی به نشانی اینترنتی www.tcdgroup.ir و www.arc.co.ir مراجعه نمایند. bbox=[814, 1948, 1159, 1994]
news-brief-card bbox=[45, 1996, 262, 2108]
news-brief: رامین ابوالفضلی، مدیر سرمایه‌گذاری صندوق توسعه بازار سرمایه گفت: این صندوق درصدد است برای حمایت از بازار سرمایه، اوراق تبعی از نوع تامین مالی را به میزان ۵ هزار میلیارد تومان منتشر کند. bbox=[58, 1766, 250, 1854]
column-header: کاربری واحد bbox=[1221, 1668, 1297, 1737]
article-title: برنامه وزرا منتشر شود bbox=[382, 711, 589, 732]
minister-name: محسن پاک‌نژاد bbox=[792, 691, 851, 702]
stat-text: مجید عمیدپور، رئیس پژوهشگاه نیرو گفت: نزدیک به ۱۰۰ میلیارد دلار در حوزه انرژی قابلیت بهینه‌سازی وجود دارد، اما متأسفانه آن را از دست می‌دهیم. وی با تاکید بر اینکه ۳۵ تا ۴۰ میلیارد دلار در حوزه یارانه انرژی هزینه می‌شود، تصریح کرد: در پژوهشگاه نیرو طرح‌های مختلفی را در نظر گرفته‌ایم تا بتوانیم بهینه‌سازی انرژی را محقق کنیم. bbox=[139, 125, 551, 218]
news-brief: به منظور جلوگیری از انحراف منابع اشتغالی طی سال ۱۴۰۲، تعداد ۱۰۵هزار نظارت میدانی و ۴۲۰ هزار تماس تلفنی انجام و بیش از یک میلیون پیامک به وام‌گیرندگان و مجریان طرح‌های اشتغالزا ارسال شده است. bbox=[60, 1509, 250, 1612]
company-name: شرکت فروشگاه‌های زنجیره‌ای اتکا bbox=[518, 1297, 769, 1313]
news-brief-card bbox=[45, 770, 262, 882]
telegram-handle[interactable] bbox=[367, 1976, 397, 2140]
ad-number: شماره ۱۲۷-۵/ ۱۴۰۳ ت bbox=[497, 1904, 722, 1933]
address-text: تهران، سعادت آباد، نبش جنوب شرقی تقاطع بلوار دریا و خوردین bbox=[1188, 1584, 1486, 1598]
unit-title: اجاره واحد ۷۰۲ رویال سعادت آباد: bbox=[1312, 1427, 1519, 1442]
instagram-label: instagram bbox=[357, 1673, 365, 1710]
minister-name: محمد اتابک bbox=[930, 691, 974, 702]
divider bbox=[825, 1850, 1519, 1852]
etka-org-logo bbox=[706, 1202, 757, 1254]
face bbox=[535, 580, 579, 634]
impasco-consultant-ad bbox=[427, 1512, 785, 1837]
minister-role: وزیر پیشنهادی اقتصاد bbox=[1111, 562, 1121, 634]
unit-table bbox=[825, 1449, 1519, 1563]
intro-col: بین گزینه‌های پیشنهادی، قطعا مهم‌ترین حوزه، به اقتصاد برمی‌گردد: وزرای اقتصاد، صمت، نیرو، کشاورزی، نفت، راه و کار. پیش از این رئیس جمهور با انتخاب حمید پورمحمدی به‌عنوان رئیس سازمان برنامه‌وبودجه، نخستین bbox=[804, 433, 1012, 509]
accent-tab bbox=[739, 546, 752, 561]
stat-box-medicine bbox=[712, 114, 1232, 229]
